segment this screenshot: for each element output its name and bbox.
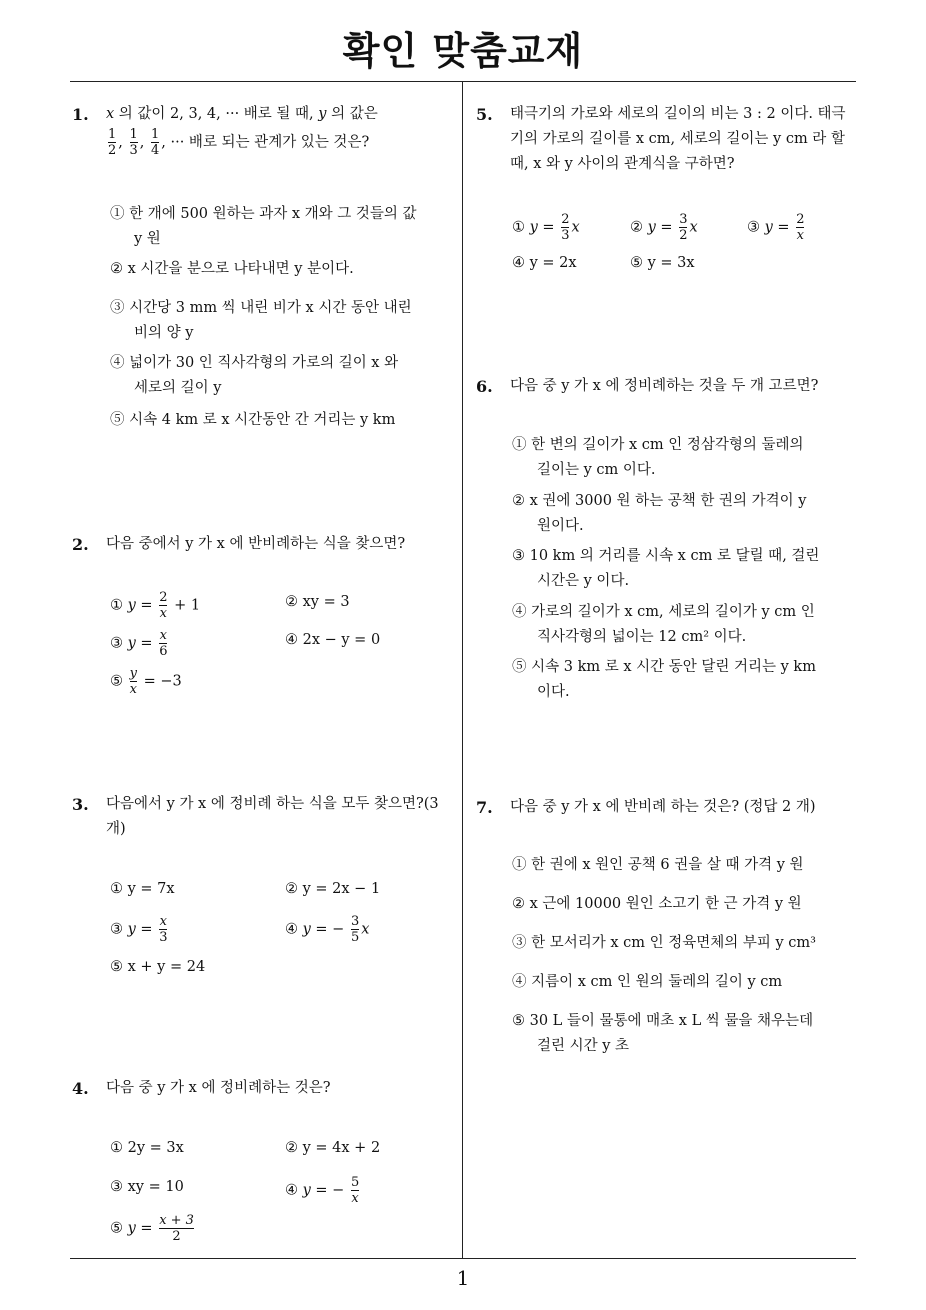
fraction: $\frac{1}{4}$ xyxy=(151,127,160,158)
choice-1: ① y = 7x xyxy=(110,881,175,897)
choice-5: ⑤ $\frac{y}{x}$ = −3 xyxy=(110,666,182,697)
choice-line: ② x 근에 10000 원인 소고기 한 근 가격 y 원 xyxy=(512,896,802,912)
choice-line: 세로의 길이 y xyxy=(134,380,222,396)
choice-line: ⑤ 시속 4 km 로 x 시간동안 간 거리는 y km xyxy=(110,412,396,428)
choice-line: ② x 권에 3000 원 하는 공책 한 권의 가격이 y xyxy=(512,493,807,509)
fraction: $\frac{1}{3}$ xyxy=(129,127,138,158)
choice-3: ③ y = $\frac{x}{3}$ xyxy=(110,914,168,945)
choice-line: 이다. xyxy=(537,684,570,700)
choice-line: 걸린 시간 y 초 xyxy=(537,1038,630,1054)
choice-3: ③ xy = 10 xyxy=(110,1179,184,1195)
choice-line: ⑤ 시속 3 km 로 x 시간 동안 달린 거리는 y km xyxy=(512,659,816,675)
choice-line: y 원 xyxy=(134,231,161,247)
fraction: $\frac{y}{x}$ xyxy=(129,666,137,697)
question-number: 1. xyxy=(72,105,89,124)
fraction: $\frac{2}{x}$ xyxy=(796,212,805,243)
choice-1: ① y = $\frac{2}{3}$ x xyxy=(512,212,580,243)
choice-line: ① 한 변의 길이가 x cm 인 정삼각형의 둘레의 xyxy=(512,437,804,453)
fraction: $\frac{2}{3}$ xyxy=(561,212,570,243)
question-stem: 다음 중 y 가 x 에 반비례 하는 것은? (정답 2 개) xyxy=(510,799,816,815)
fraction: $\frac{3}{2}$ xyxy=(679,212,688,243)
fraction: $\frac{2}{x}$ xyxy=(159,590,168,621)
choice-line: 비의 양 y xyxy=(134,325,194,341)
choice-line: 길이는 y cm 이다. xyxy=(537,462,656,478)
fraction: $\frac{x}{6}$ xyxy=(159,628,168,659)
choice-3: ③ y = $\frac{x}{6}$ xyxy=(110,628,168,659)
choice-5: ⑤ y = 3x xyxy=(630,255,695,271)
choice-line: ① 한 개에 500 원하는 과자 x 개와 그 것들의 값 xyxy=(110,206,417,222)
choice-4: ④ 2x − y = 0 xyxy=(285,632,381,648)
page-number: 1 xyxy=(456,1266,470,1290)
question-3 xyxy=(72,792,456,842)
choice-2: ② y = 4x + 2 xyxy=(285,1140,381,1156)
bottom-divider xyxy=(70,1258,856,1259)
choice-4: ④ y = 2x xyxy=(512,255,577,271)
choice-1: ① y = $\frac{2}{x}$ + 1 xyxy=(110,590,201,621)
choice-line: 시간은 y 이다. xyxy=(537,573,630,589)
choice-line: ④ 넓이가 30 인 직사각형의 가로의 길이 x 와 xyxy=(110,355,399,371)
choice-2: ② y = $\frac{3}{2}$ x xyxy=(630,212,698,243)
question-stem: 다음 중 y 가 x 에 정비례하는 것은? xyxy=(106,1080,331,1096)
column-divider xyxy=(462,82,463,1258)
choice-line: 직사각형의 넓이는 12 cm² 이다. xyxy=(537,629,747,645)
choice-5: ⑤ y = $\frac{x + 3}{2}$ xyxy=(110,1213,194,1244)
question-1 xyxy=(72,102,456,162)
question-stem: x 의 값이 2, 3, 4, ··· 배로 될 때, y 의 값은 xyxy=(106,106,378,122)
question-5 xyxy=(476,102,860,177)
choice-line: ④ 지름이 x cm 인 원의 둘레의 길이 y cm xyxy=(512,974,783,990)
choice-line: ③ 10 km 의 거리를 시속 x cm 로 달릴 때, 걸린 xyxy=(512,548,820,564)
choice-3: ③ y = $\frac{2}{x}$ xyxy=(747,212,805,243)
question-stem: 다음 중에서 y 가 x 에 반비례하는 식을 찾으면? xyxy=(106,536,406,552)
question-number: 5. xyxy=(476,105,493,124)
choice-line: 원이다. xyxy=(537,518,584,534)
question-stem: 다음에서 y 가 x 에 정비례 하는 식을 모두 찾으면?(3 개) xyxy=(106,796,439,837)
choice-line: ③ 시간당 3 mm 씩 내린 비가 x 시간 동안 내린 xyxy=(110,300,412,316)
fraction: $\frac{1}{2}$ xyxy=(108,127,117,158)
fraction: $\frac{5}{x}$ xyxy=(350,1175,360,1206)
question-6 xyxy=(476,374,860,399)
choice-line: ⑤ 30 L 들이 물통에 매초 x L 씩 물을 채우는데 xyxy=(512,1013,814,1029)
choice-2: ② xy = 3 xyxy=(285,594,350,610)
question-stem: 다음 중 y 가 x 에 정비례하는 것을 두 개 고르면? xyxy=(510,378,819,394)
question-number: 3. xyxy=(72,795,89,814)
fraction-list: $\frac{1}{2}$ , $\frac{1}{3}$ , $\frac{1}{4}$ , ··· 배로 되는 관계가 있는 것은? xyxy=(108,127,370,158)
choice-line: ③ 한 모서리가 x cm 인 정육면체의 부피 y cm³ xyxy=(512,935,816,951)
page-title: 확인 맞춤교재 xyxy=(342,29,584,73)
question-7 xyxy=(476,795,860,820)
fraction: $\frac{x}{3}$ xyxy=(159,914,168,945)
question-number: 7. xyxy=(476,798,493,817)
choice-4: ④ y = − $\frac{5}{x}$ xyxy=(285,1175,360,1206)
choice-2: ② y = 2x − 1 xyxy=(285,881,381,897)
question-2 xyxy=(72,532,456,557)
question-4 xyxy=(72,1076,456,1101)
choice-line: ② x 시간을 분으로 나타내면 y 분이다. xyxy=(110,261,354,277)
choice-4: ④ y = − $\frac{3}{5}$ x xyxy=(285,914,370,945)
question-number: 6. xyxy=(476,377,493,396)
choice-5: ⑤ x + y = 24 xyxy=(110,959,206,975)
choice-line: ④ 가로의 길이가 x cm, 세로의 길이가 y cm 인 xyxy=(512,604,815,620)
fraction: $\frac{3}{5}$ xyxy=(350,914,360,945)
choice-1: ① 2y = 3x xyxy=(110,1140,184,1156)
choice-line: ① 한 권에 x 원인 공책 6 권을 살 때 가격 y 원 xyxy=(512,857,804,873)
question-number: 4. xyxy=(72,1079,89,1098)
question-number: 2. xyxy=(72,535,89,554)
fraction: $\frac{x + 3}{2}$ xyxy=(159,1213,194,1244)
top-divider xyxy=(70,81,856,82)
question-stem: 태극기의 가로와 세로의 길이의 비는 3 : 2 이다. 태극 기의 가로의 길이를 x cm, 세로의 길이는 y cm 라 할 때, x 와 y 사이의 관계식을 구하면? xyxy=(510,106,846,172)
